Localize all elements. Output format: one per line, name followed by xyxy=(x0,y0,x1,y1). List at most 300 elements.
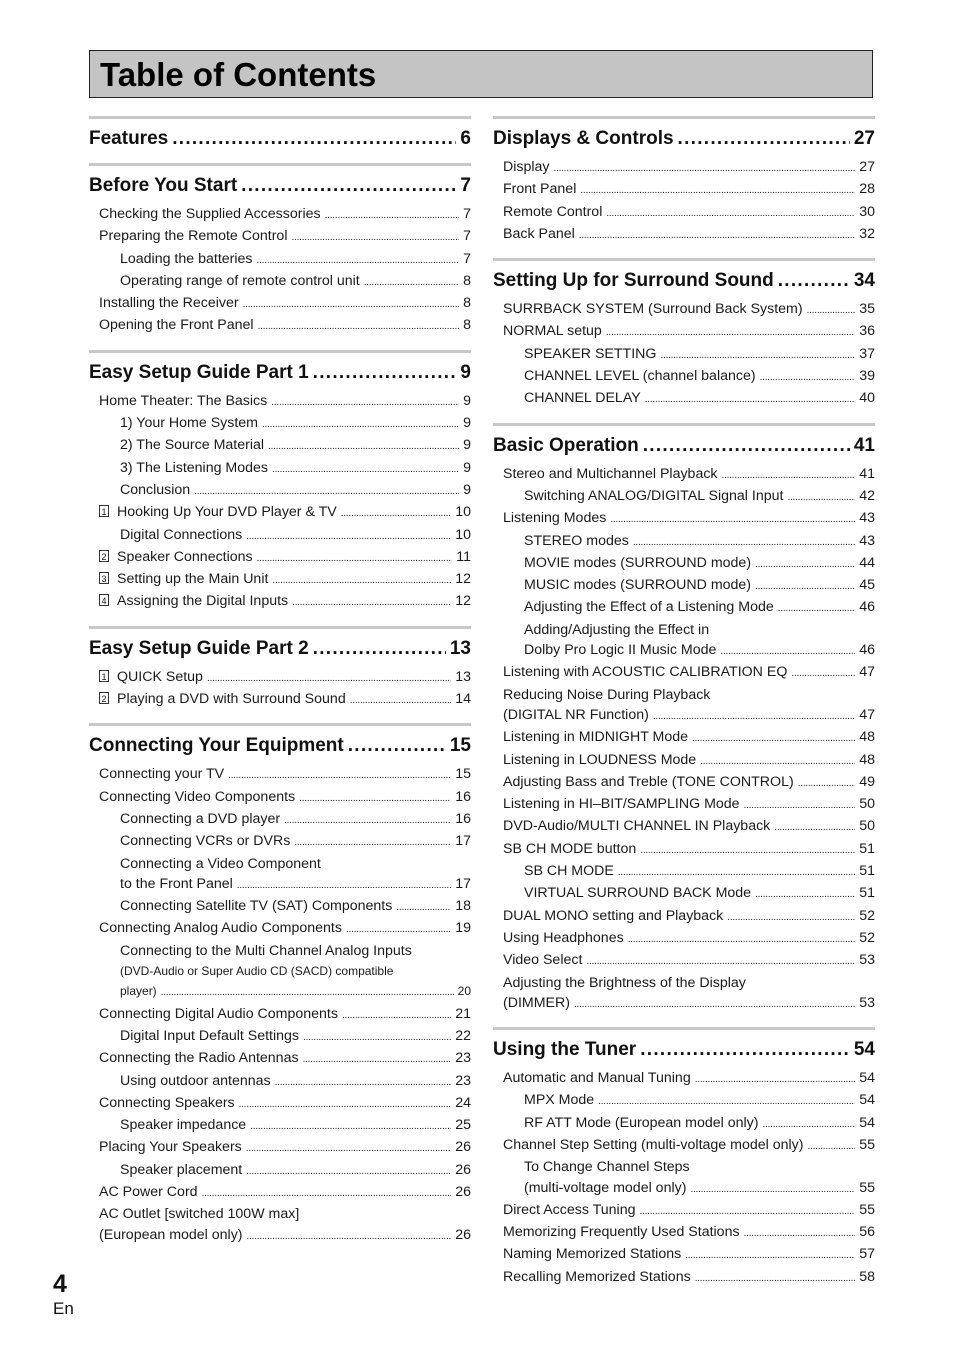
entry-page: 42 xyxy=(859,487,875,504)
entry-page: 8 xyxy=(463,295,471,312)
entry-page: 51 xyxy=(859,863,875,880)
entry-page: 45 xyxy=(859,577,875,594)
entry-text: Playing a DVD with Surround Sound xyxy=(117,691,346,708)
dot-leader xyxy=(271,393,459,413)
step-number-badge: 1 xyxy=(99,505,109,517)
toc-entry[interactable] xyxy=(89,1160,471,1182)
toc-entry[interactable] xyxy=(493,993,875,1015)
dot-leader xyxy=(268,437,459,457)
dot-leader xyxy=(791,664,855,684)
section-title: Setting Up for Surround Sound xyxy=(493,270,774,292)
toc-left-column xyxy=(89,116,471,1259)
entry-page: 53 xyxy=(859,952,875,969)
toc-entry[interactable] xyxy=(89,249,471,271)
page-number: 4 xyxy=(53,1270,67,1298)
entry-text: Checking the Supplied Accessories xyxy=(99,206,321,222)
title-bar xyxy=(89,50,873,98)
entry-page: 49 xyxy=(859,773,875,790)
dot-leader xyxy=(598,1092,855,1112)
dot-leader xyxy=(341,504,451,524)
dot-leader xyxy=(618,863,855,883)
entry-text: To Change Channel Steps xyxy=(524,1159,690,1176)
entry-text: Connecting Analog Audio Components xyxy=(99,920,342,937)
dot-leader xyxy=(342,1006,451,1026)
dot-leader xyxy=(798,774,856,794)
entry-text: (DIGITAL NR Function) xyxy=(503,706,649,723)
toc-entry[interactable] xyxy=(89,689,471,711)
entry-text: Listening in MIDNIGHT Mode xyxy=(503,729,689,746)
dot-leader xyxy=(639,1202,855,1222)
entry-page: 8 xyxy=(463,317,471,334)
toc-entry[interactable] xyxy=(493,1178,875,1200)
dot-leader xyxy=(228,766,451,786)
entry-page: 53 xyxy=(859,994,875,1011)
entry-text: DVD-Audio/MULTI CHANNEL IN Playback xyxy=(503,818,771,835)
entry-page: 48 xyxy=(859,729,875,746)
entry-text: AC Outlet [switched 100W max] xyxy=(99,1206,300,1223)
toc-entry[interactable] xyxy=(89,391,471,413)
dot-leader xyxy=(762,1115,855,1135)
entry-text: Dolby Pro Logic II Music Mode xyxy=(524,642,717,659)
entry-text: DUAL MONO setting and Playback xyxy=(503,907,724,924)
toc-section xyxy=(89,116,471,151)
entry-page: 17 xyxy=(455,833,471,850)
entry-page: 26 xyxy=(455,1139,471,1156)
entry-page: 9 xyxy=(463,459,471,476)
entry-text: VIRTUAL SURROUND BACK Mode xyxy=(524,885,752,902)
entry-text: Listening with ACOUSTIC CALIBRATION EQ xyxy=(503,664,788,681)
page-title: Table of Contents xyxy=(100,56,377,93)
toc-entry[interactable] xyxy=(89,1093,471,1115)
toc-right-column xyxy=(493,116,875,1301)
step-number-badge: 1 xyxy=(99,670,109,682)
dot-leader xyxy=(778,599,855,619)
entry-page: 35 xyxy=(859,301,875,318)
toc-entry[interactable] xyxy=(493,575,875,597)
toc-entry[interactable] xyxy=(89,854,471,874)
dot-leader xyxy=(580,181,855,201)
dot-leader xyxy=(610,510,855,530)
entry-text: MOVIE modes (SURROUND mode) xyxy=(524,554,752,571)
toc-entry[interactable] xyxy=(89,1026,471,1048)
toc-entry[interactable] xyxy=(493,388,875,410)
toc-entry[interactable] xyxy=(493,772,875,794)
entry-page: 54 xyxy=(859,1092,875,1109)
entry-page: 24 xyxy=(455,1094,471,1111)
toc-entry[interactable] xyxy=(89,1137,471,1159)
entry-page: 26 xyxy=(455,1161,471,1178)
entry-text: Speaker placement xyxy=(120,1161,243,1178)
toc-entry[interactable] xyxy=(89,502,471,524)
dot-leader xyxy=(695,1269,856,1289)
toc-entry[interactable] xyxy=(493,816,875,838)
entry-text: 2) The Source Material xyxy=(120,437,265,454)
entry-text: Speaker Connections xyxy=(117,548,253,565)
toc-entry[interactable] xyxy=(89,787,471,809)
dot-leader xyxy=(586,952,855,972)
entry-text: SB CH MODE xyxy=(524,863,614,880)
toc-entry[interactable] xyxy=(493,508,875,530)
entry-text: Placing Your Speakers xyxy=(99,1139,242,1156)
entry-page: 17 xyxy=(455,875,471,892)
toc-entry[interactable] xyxy=(89,961,471,981)
toc-entry[interactable] xyxy=(89,941,471,961)
section-page: 15 xyxy=(449,735,471,757)
toc-entry[interactable] xyxy=(493,321,875,343)
section-page: 7 xyxy=(460,175,471,196)
toc-entry[interactable] xyxy=(89,874,471,896)
toc-entry[interactable] xyxy=(493,1135,875,1157)
dot-leader xyxy=(272,571,451,591)
toc-section xyxy=(493,1027,875,1289)
entry-text: (DVD-Audio or Super Audio CD (SACD) compatible xyxy=(120,964,394,979)
entry-text: Connecting a DVD player xyxy=(120,810,281,827)
entry-text: player) xyxy=(120,984,157,999)
entry-text: Listening Modes xyxy=(503,510,607,527)
dot-leader xyxy=(202,1184,452,1204)
toc-entry[interactable] xyxy=(493,486,875,508)
entry-page: 43 xyxy=(859,510,875,527)
toc-entry[interactable] xyxy=(493,906,875,928)
toc-entry[interactable] xyxy=(89,896,471,918)
toc-entry[interactable] xyxy=(493,640,875,662)
entry-text: Speaker impedance xyxy=(120,1117,247,1134)
toc-entry[interactable] xyxy=(493,1244,875,1266)
entry-page: 55 xyxy=(859,1201,875,1218)
toc-entry[interactable] xyxy=(89,1182,471,1204)
toc-entry[interactable] xyxy=(493,1068,875,1090)
step-number-badge: 2 xyxy=(99,550,109,562)
entry-text: Listening in LOUDNESS Mode xyxy=(503,751,697,768)
toc-entry[interactable] xyxy=(89,809,471,831)
entry-text: Home Theater: The Basics xyxy=(99,392,268,409)
entry-text: to the Front Panel xyxy=(120,875,233,892)
toc-entry[interactable] xyxy=(89,435,471,457)
entry-page: 51 xyxy=(859,885,875,902)
entry-text: MUSIC modes (SURROUND mode) xyxy=(524,577,752,594)
dot-leader xyxy=(303,1028,451,1048)
toc-entry[interactable] xyxy=(493,366,875,388)
entry-page: 7 xyxy=(463,250,471,267)
entry-text: MPX Mode xyxy=(524,1092,595,1109)
entry-page: 12 xyxy=(455,593,471,610)
dot-leader xyxy=(787,488,855,508)
dot-leader xyxy=(807,301,856,321)
entry-page: 46 xyxy=(859,599,875,616)
entry-text: Connecting VCRs or DVRs xyxy=(120,833,291,850)
entry-page: 20 xyxy=(457,984,471,999)
section-heading[interactable] xyxy=(89,166,471,198)
dot-leader xyxy=(807,1137,855,1157)
entry-page: 23 xyxy=(455,1072,471,1089)
dot-leader xyxy=(774,818,855,838)
toc-section xyxy=(493,116,875,246)
dot-leader xyxy=(194,482,459,502)
toc-section xyxy=(89,626,471,712)
entry-text: QUICK Setup xyxy=(117,668,203,685)
dot-leader xyxy=(628,930,856,950)
entry-text: AC Power Cord xyxy=(99,1183,198,1200)
dot-leader xyxy=(640,1038,850,1062)
dot-leader xyxy=(678,127,850,151)
entry-page: 9 xyxy=(463,481,471,498)
page-language: En xyxy=(53,1299,74,1318)
toc-entry[interactable] xyxy=(493,597,875,619)
toc-entry[interactable] xyxy=(493,531,875,553)
toc-entry[interactable] xyxy=(89,569,471,591)
entry-text: 3) The Listening Modes xyxy=(120,459,269,476)
toc-entry[interactable] xyxy=(493,950,875,972)
entry-page: 47 xyxy=(859,706,875,723)
toc-entry[interactable] xyxy=(89,413,471,435)
toc-entry[interactable] xyxy=(89,1004,471,1026)
toc-entry[interactable] xyxy=(493,157,875,179)
dot-leader xyxy=(246,1139,451,1159)
section-heading[interactable] xyxy=(493,119,875,151)
entry-text: Listening in HI–BIT/SAMPLING Mode xyxy=(503,796,740,813)
toc-entry[interactable] xyxy=(493,794,875,816)
dot-leader xyxy=(660,346,855,366)
toc-entry[interactable] xyxy=(493,344,875,366)
entry-text: RF ATT Mode (European model only) xyxy=(524,1114,759,1131)
entry-text: (DIMMER) xyxy=(503,994,570,1011)
entry-page: 54 xyxy=(859,1114,875,1131)
toc-entry[interactable] xyxy=(89,293,471,315)
entry-page: 14 xyxy=(455,691,471,708)
entry-page: 39 xyxy=(859,368,875,385)
toc-entry[interactable] xyxy=(493,1200,875,1222)
dot-leader xyxy=(239,1095,452,1115)
entry-page: 55 xyxy=(859,1136,875,1153)
section-page: 9 xyxy=(460,361,471,383)
dot-leader xyxy=(579,226,855,246)
entry-text: Front Panel xyxy=(503,181,577,198)
entry-text: NORMAL setup xyxy=(503,323,602,340)
entry-text: Setting up the Main Unit xyxy=(117,571,269,588)
entry-page: 13 xyxy=(455,668,471,685)
entry-text: Recalling Memorized Stations xyxy=(503,1268,691,1285)
toc-entry[interactable] xyxy=(493,861,875,883)
entry-text: Adjusting the Brightness of the Display xyxy=(503,974,746,991)
toc-entry[interactable] xyxy=(89,764,471,786)
entry-page: 52 xyxy=(859,929,875,946)
toc-entry[interactable] xyxy=(89,1225,471,1247)
toc-section xyxy=(89,723,471,1247)
section-heading[interactable] xyxy=(89,629,471,661)
entry-text: SB CH MODE button xyxy=(503,840,637,857)
toc-entry[interactable] xyxy=(89,458,471,480)
toc-entry[interactable] xyxy=(89,226,471,248)
toc-section xyxy=(89,350,471,614)
toc-entry[interactable] xyxy=(89,831,471,853)
entry-text: Hooking Up Your DVD Player & TV xyxy=(117,504,337,521)
dot-leader xyxy=(325,206,459,226)
entry-text: (European model only) xyxy=(99,1226,243,1243)
entry-page: 57 xyxy=(859,1246,875,1263)
entry-text: Automatic and Manual Tuning xyxy=(503,1070,691,1087)
dot-leader xyxy=(640,841,855,861)
entry-text: Conclusion xyxy=(120,481,191,498)
toc-entry[interactable] xyxy=(89,204,471,226)
entry-page: 25 xyxy=(455,1117,471,1134)
toc-entry[interactable] xyxy=(493,928,875,950)
entry-page: 19 xyxy=(455,920,471,937)
toc-entry[interactable] xyxy=(493,750,875,772)
dot-leader xyxy=(700,752,855,772)
dot-leader xyxy=(606,323,855,343)
section-heading[interactable] xyxy=(89,119,471,151)
toc-entry[interactable] xyxy=(89,547,471,569)
dot-leader xyxy=(574,995,855,1015)
toc-entry[interactable] xyxy=(493,553,875,575)
toc-entry[interactable] xyxy=(493,224,875,246)
section-title: Easy Setup Guide Part 1 xyxy=(89,361,309,383)
section-heading[interactable] xyxy=(493,261,875,293)
toc-entry[interactable] xyxy=(493,179,875,201)
toc-entry[interactable] xyxy=(89,918,471,940)
entry-page: 7 xyxy=(463,206,471,222)
entry-text: Adjusting Bass and Treble (TONE CONTROL) xyxy=(503,773,794,790)
toc-entry[interactable] xyxy=(493,727,875,749)
toc-entry[interactable] xyxy=(493,202,875,224)
toc-entry[interactable] xyxy=(493,299,875,321)
entry-page: 8 xyxy=(463,272,471,289)
section-heading[interactable] xyxy=(89,353,471,385)
toc-entry[interactable] xyxy=(89,667,471,689)
dot-leader xyxy=(291,228,459,248)
toc-entry[interactable] xyxy=(89,271,471,293)
toc-entry[interactable] xyxy=(493,1267,875,1289)
dot-leader xyxy=(257,549,453,569)
entry-text: Using Headphones xyxy=(503,929,624,946)
entry-text: Digital Connections xyxy=(120,526,243,543)
toc-entry[interactable] xyxy=(89,525,471,547)
entry-page: 22 xyxy=(455,1027,471,1044)
entry-page: 26 xyxy=(455,1226,471,1243)
dot-leader xyxy=(348,734,446,758)
section-page: 6 xyxy=(460,128,471,149)
section-page: 54 xyxy=(853,1039,875,1061)
dot-leader xyxy=(250,1117,451,1137)
entry-text: Adding/Adjusting the Effect in xyxy=(524,621,710,638)
section-heading[interactable] xyxy=(493,426,875,458)
section-heading[interactable] xyxy=(89,726,471,758)
entry-text: Connecting the Radio Antennas xyxy=(99,1050,299,1067)
section-title: Features xyxy=(89,128,169,149)
dot-leader xyxy=(692,729,855,749)
entry-page: 9 xyxy=(463,392,471,409)
section-title: Easy Setup Guide Part 2 xyxy=(89,637,309,659)
toc-entry[interactable] xyxy=(89,480,471,502)
entry-page: 16 xyxy=(455,810,471,827)
section-title: Displays & Controls xyxy=(493,128,674,149)
entry-text: Connecting Satellite TV (SAT) Components xyxy=(120,898,393,915)
toc-entry[interactable] xyxy=(89,981,471,1003)
entry-page: 46 xyxy=(859,642,875,659)
entry-page: 15 xyxy=(455,766,471,783)
toc-entry[interactable] xyxy=(89,1071,471,1093)
entry-page: 10 xyxy=(455,504,471,521)
entry-page: 43 xyxy=(859,532,875,549)
toc-entry[interactable] xyxy=(89,1115,471,1137)
toc-entry[interactable] xyxy=(493,1157,875,1177)
toc-entry[interactable] xyxy=(493,1113,875,1135)
dot-leader xyxy=(172,127,456,151)
entry-page: 23 xyxy=(455,1050,471,1067)
toc-entry[interactable] xyxy=(493,662,875,684)
entry-text: Reducing Noise During Playback xyxy=(503,686,711,703)
dot-leader xyxy=(262,415,459,435)
dot-leader xyxy=(346,920,451,940)
entry-text: Opening the Front Panel xyxy=(99,317,254,334)
entry-page: 10 xyxy=(455,526,471,543)
entry-page: 52 xyxy=(859,907,875,924)
toc-entry[interactable] xyxy=(89,591,471,613)
entry-page: 41 xyxy=(859,465,875,482)
toc-entry[interactable] xyxy=(89,1048,471,1070)
entry-page: 36 xyxy=(859,323,875,340)
dot-leader xyxy=(292,593,451,613)
dot-leader xyxy=(755,885,855,905)
dot-leader xyxy=(284,811,451,831)
toc-entry[interactable] xyxy=(493,685,875,705)
entry-page: 58 xyxy=(859,1268,875,1285)
dot-leader xyxy=(350,691,452,711)
entry-text: Connecting a Video Component xyxy=(120,855,321,872)
dot-leader xyxy=(237,876,451,896)
entry-text: Memorizing Frequently Used Stations xyxy=(503,1224,740,1241)
dot-leader xyxy=(247,1227,452,1247)
section-page: 27 xyxy=(853,128,875,149)
section-title: Before You Start xyxy=(89,175,238,196)
dot-leader xyxy=(755,577,855,597)
toc-entry[interactable] xyxy=(89,315,471,337)
section-heading[interactable] xyxy=(493,1030,875,1062)
entry-page: 54 xyxy=(859,1070,875,1087)
entry-text: Assigning the Digital Inputs xyxy=(117,593,289,610)
entry-text: Using outdoor antennas xyxy=(120,1072,271,1089)
toc-entry[interactable] xyxy=(493,620,875,640)
entry-text: Loading the batteries xyxy=(120,250,253,267)
toc-entry[interactable] xyxy=(493,1090,875,1112)
entry-text: Connecting to the Multi Channel Analog Inputs xyxy=(120,942,412,959)
toc-entry[interactable] xyxy=(493,883,875,905)
toc-entry[interactable] xyxy=(493,464,875,486)
entry-page: 50 xyxy=(859,796,875,813)
entry-text: Connecting Video Components xyxy=(99,788,296,805)
step-number-badge: 2 xyxy=(99,692,109,704)
toc-entry[interactable] xyxy=(493,839,875,861)
entry-page: 26 xyxy=(455,1183,471,1200)
toc-entry[interactable] xyxy=(493,973,875,993)
entry-text: CHANNEL LEVEL (channel balance) xyxy=(524,368,756,385)
entry-text: Video Select xyxy=(503,952,583,969)
dot-leader xyxy=(246,527,451,547)
dot-leader xyxy=(294,833,451,853)
entry-page: 11 xyxy=(456,548,471,565)
entry-page: 32 xyxy=(859,225,875,242)
entry-text: Switching ANALOG/DIGITAL Signal Input xyxy=(524,487,784,504)
dot-leader xyxy=(690,1180,855,1200)
dot-leader xyxy=(695,1070,856,1090)
entry-page: 55 xyxy=(859,1179,875,1196)
toc-entry[interactable] xyxy=(493,705,875,727)
toc-entry[interactable] xyxy=(89,1204,471,1224)
toc-entry[interactable] xyxy=(493,1222,875,1244)
entry-text: Digital Input Default Settings xyxy=(120,1027,300,1044)
entry-text: Preparing the Remote Control xyxy=(99,228,288,245)
dot-leader xyxy=(207,669,451,689)
